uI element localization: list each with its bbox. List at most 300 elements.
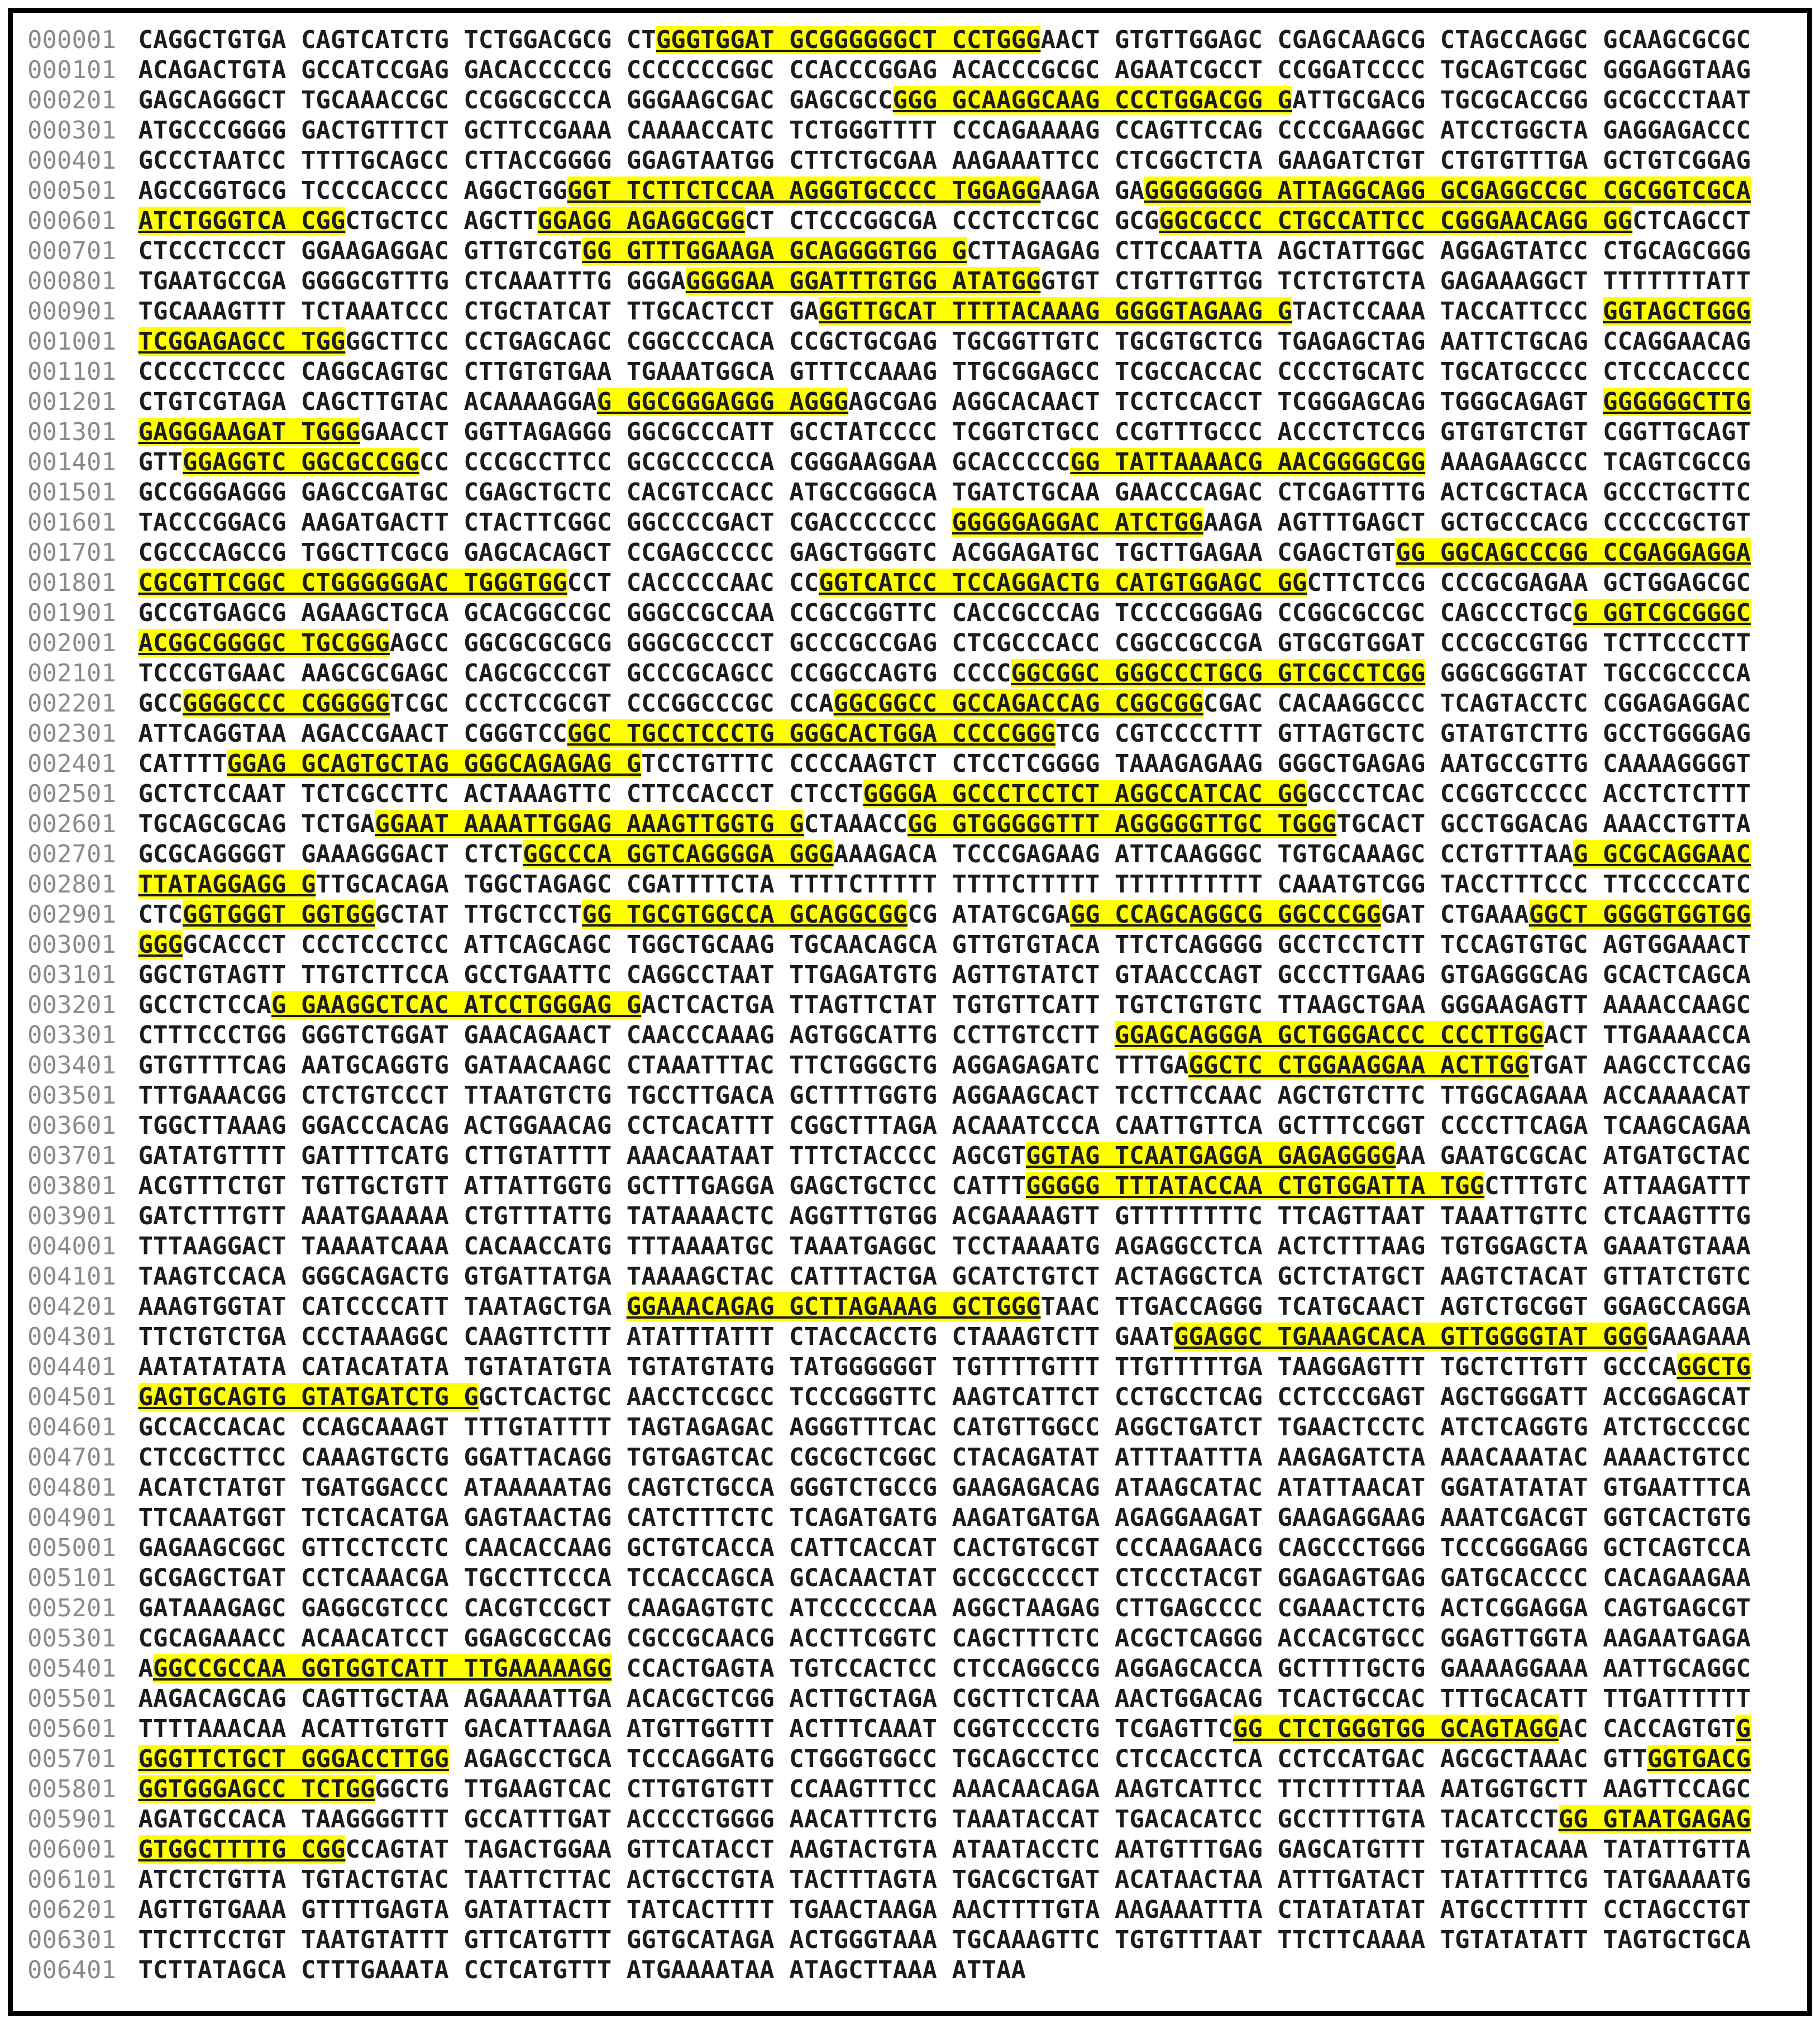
sequence-line — [27, 1352, 1793, 1382]
line-offset: 003001 — [27, 930, 116, 959]
line-offset: 005601 — [27, 1715, 116, 1743]
sequence-text — [138, 1142, 1751, 1170]
line-offset: 003601 — [27, 1111, 116, 1140]
sequence-line — [27, 266, 1793, 297]
sequence-segment: TGGCTTAAAG GGACCCACAG ACTGGAACAG CCTCACATTT CGGCTTTAGA ACAAATCCCA CAATTGTTCA GCTTTCCGGT CCCCTTCAGA TCAAGCAGAA — [138, 1111, 1751, 1140]
line-offset: 005201 — [27, 1594, 116, 1622]
sequence-line — [27, 1171, 1793, 1201]
line-offset: 006001 — [27, 1835, 116, 1864]
sequence-text — [138, 780, 1751, 808]
sequence-segment: GATCTTTGTT AAATGAAAAA CTGTTTATTG TATAAAACTC AGGTTTGTGG ACGAAAAGTT GTTTTTTTTC TTCAGTTAAT TAAATTGTTC CTCAAGTTTG — [138, 1202, 1751, 1230]
sequence-segment: A — [138, 1654, 154, 1683]
line-offset: 001701 — [27, 538, 116, 567]
sequence-segment: GCTCTCCAAT TCTCGCCTTC ACTAAAGTTC CTTCCACCCT CTCCT — [138, 780, 863, 808]
sequence-text — [138, 1383, 1751, 1411]
line-offset: 005701 — [27, 1745, 116, 1773]
sequence-text — [138, 1021, 1751, 1049]
sequence-line — [27, 1051, 1793, 1081]
sequence-segment: CTCCCTCCCT GGAAGAGGAC GTTGTCGT — [138, 237, 582, 265]
sequence-segment: AA GAATGCGCAC ATGATGCTAC — [1396, 1142, 1751, 1170]
sequence-segment: CTTAGAGAG CTTCCAATTA AGCTATTGGC AGGAGTATCC CTGCAGCGGG — [967, 237, 1751, 265]
sequence-text — [138, 1715, 1751, 1743]
sequence-segment: GCCGGGAGGG GAGCCGATGC CGAGCTGCTC CACGTCCACC ATGCCGGGCA TGATCTGCAA GAACCCAGAC CTCGAGTTTG ACTCGCTACA GCCCTGCTTC — [138, 478, 1751, 507]
sequence-segment: AGCGAG AGGCACAACT TCCTCCACCT TCGGGAGCAG TGGGCAGAGT — [848, 388, 1603, 416]
sequence-segment: GCTAT TTGCTCCT — [375, 900, 582, 929]
sequence-line — [27, 1714, 1793, 1744]
sequence-line — [27, 297, 1793, 327]
sequence-segment: TGCACT GCCTGGACAG AAACCTGTTA — [1336, 810, 1751, 838]
highlighted-segment: GGAAT AAAATTGGAG AAAGTTGGTG G — [375, 810, 804, 838]
sequence-line — [27, 1020, 1793, 1051]
sequence-text — [138, 1353, 1751, 1381]
highlighted-segment: GG GTAATGAGAG — [1558, 1805, 1751, 1834]
line-offset: 001601 — [27, 508, 116, 537]
sequence-line — [27, 1624, 1793, 1654]
sequence-line — [27, 779, 1793, 809]
sequence-segment: AAGA GA — [1040, 176, 1144, 205]
line-offset: 001401 — [27, 448, 116, 476]
sequence-text — [138, 629, 1751, 657]
sequence-line — [27, 146, 1793, 176]
line-offset: 000001 — [27, 26, 116, 54]
sequence-segment: GAAGAAA — [1647, 1323, 1751, 1351]
sequence-line — [27, 930, 1793, 960]
highlighted-segment: GG GTGGGGGTTT AGGGGGTTGC TGGG — [907, 810, 1337, 838]
sequence-segment: TGCAGCGCAG TCTGA — [138, 810, 375, 838]
sequence-text — [138, 478, 1751, 507]
highlighted-segment: GGGGA GCCCTCCTCT AGGCCATCAC GG — [863, 780, 1307, 808]
sequence-segment: TTTAAGGACT TAAAATCAAA CACAACCATG TTTAAAATGC TAAATGAGGC TCCTAAAATG AGAGGCCTCA ACTCTTTAAG TGTGGAGCTA GAAATGTAAA — [138, 1232, 1751, 1261]
line-offset: 005401 — [27, 1654, 116, 1683]
sequence-line — [27, 1141, 1793, 1171]
highlighted-segment: GGCGCCC CTGCCATTCC CGGGAACAGG GG — [1159, 207, 1633, 235]
sequence-segment: TCCTGTTTC CCCCAAGTCT CTCCTCGGGG TAAAGAGAAG GGGCTGAGAG AATGCCGTTG CAAAAGGGGT — [641, 750, 1751, 778]
line-offset: 004901 — [27, 1503, 116, 1532]
sequence-segment: AGTTGTGAAA GTTTTGAGTA GATATTACTT TATCACTTTT TGAACTAAGA AACTTTTGTA AAGAAATTTA CTATATATAT ATGCCTTTTT CCTAGCCTGT — [138, 1896, 1751, 1924]
sequence-line — [27, 447, 1793, 478]
sequence-segment: AC CACCAGTGT — [1558, 1715, 1736, 1743]
sequence-segment: TCG CGTCCCCTTT GTTAGTGCTC GTATGTCTTG GCCTGGGGAG — [1055, 719, 1751, 748]
sequence-segment: ACATCTATGT TGATGGACCC ATAAAAATAG CAGTCTGCCA GGGTCTGCCG GAAGAGACAG ATAAGCATAC ATATTAACAT GGATATATAT GTGAATTTCA — [138, 1473, 1751, 1502]
sequence-segment: AAAGACA TCCCGAGAAG ATTCAAGGGC TGTGCAAAGC CCTGTTTAA — [833, 840, 1574, 868]
sequence-segment: ACGTTTCTGT TGTTGCTGTT ATTATTGGTG GCTTTGAGGA GAGCTGCTCC CATTT — [138, 1172, 1026, 1200]
sequence-text — [138, 1684, 1751, 1713]
highlighted-segment: GGGGGGCTTG — [1603, 388, 1751, 416]
sequence-line — [27, 1412, 1793, 1443]
line-offset: 006101 — [27, 1865, 116, 1894]
sequence-line — [27, 749, 1793, 779]
sequence-text — [138, 1654, 1751, 1683]
sequence-text — [138, 689, 1751, 718]
highlighted-segment: GGCT GGGGTGGTGG — [1528, 900, 1751, 929]
sequence-line — [27, 1805, 1793, 1835]
sequence-segment: AGATGCCACA TAAGGGGTTT GCCATTTGAT ACCCCTGGGG AACATTTCTG TAAATACCAT TGACACATCC GCCTTTTGTA TACATCCT — [138, 1805, 1559, 1834]
sequence-line — [27, 1744, 1793, 1774]
sequence-text — [138, 1081, 1751, 1110]
highlighted-segment: GG GTTTGGAAGA GCAGGGGTGG G — [582, 237, 967, 265]
sequence-segment: GCTCACTGC AACCTCCGCC TCCCGGGTTC AAGTCATTCT CCTGCCTCAG CCTCCCGAGT AGCTGGGATT ACCGGAGCAT — [478, 1383, 1751, 1411]
sequence-segment: AGCC GGCGCGCGCG GGGCGCCCCT GCCCGCCGAG CTCGCCCACC CGGCCGCCGA GTGCGTGGAT CCCGCCGTGG TCTTCCCCTT — [389, 629, 1751, 657]
sequence-line — [27, 1473, 1793, 1503]
sequence-segment: CTTCTCCG CCCGCGAGAA GCTGGAGCGC — [1307, 569, 1751, 597]
sequence-line — [27, 25, 1793, 55]
sequence-segment: TAAC TTGACCAGGG TCATGCAACT AGTCTGCGGT GGAGCCAGGA — [1040, 1292, 1751, 1321]
highlighted-segment: GGGGG TTTATACCAA CTGTGGATTA TGG — [1025, 1172, 1485, 1200]
sequence-line — [27, 1322, 1793, 1352]
sequence-segment: CC CCCGCCTTCC GCGCCCCCCA CGGGAAGGAA GCACCCCC — [419, 448, 1071, 476]
sequence-text — [138, 267, 1751, 295]
sequence-line — [27, 327, 1793, 357]
sequence-text — [138, 26, 1751, 54]
sequence-text — [138, 176, 1751, 205]
line-offset: 004701 — [27, 1443, 116, 1472]
sequence-segment: CTGCTCC AGCTT — [345, 207, 538, 235]
line-offset: 005001 — [27, 1534, 116, 1562]
highlighted-segment: GGCCGCCAA GGTGGTCATT TTGAAAAAGG — [153, 1654, 612, 1683]
sequence-line — [27, 990, 1793, 1020]
sequence-segment: CTCAGCCT — [1632, 207, 1751, 235]
sequence-segment: ACTCACTGA TTAGTTCTAT TGTGTTCATT TGTCTGTGTC TTAAGCTGAA GGGAAGAGTT AAAACCAAGC — [641, 991, 1751, 1019]
line-offset: 001001 — [27, 327, 116, 356]
sequence-segment: TACCCGGACG AAGATGACTT CTACTTCGGC GGCCCCGACT CGACCCCCCC — [138, 508, 952, 537]
line-offset: 002201 — [27, 689, 116, 718]
sequence-text — [138, 1262, 1751, 1291]
highlighted-segment: GTGGCTTTTG CGG — [138, 1835, 346, 1864]
sequence-text — [138, 659, 1751, 688]
sequence-segment: GGCTG TTGAAGTCAC CTTGTGTGTT CCAAGTTTCC AAACAACAGA AAGTCATTCC TTCTTTTTAA AATGGTGCTT AAGTTCCAGC — [375, 1775, 1751, 1803]
sequence-text — [138, 810, 1751, 838]
highlighted-segment: G GGTCGCGGGC — [1573, 599, 1751, 627]
highlighted-segment: GG TGCGTGGCCA GCAGGCGG — [582, 900, 908, 929]
sequence-text — [138, 297, 1751, 326]
sequence-segment: TTTTAAACAA ACATTGTGTT GACATTAAGA ATGTTGGTTT ACTTTCAAAT CGGTCCCCTG TCGAGTTC — [138, 1715, 1233, 1743]
sequence-line — [27, 1895, 1793, 1925]
sequence-line — [27, 719, 1793, 749]
highlighted-segment: GGGTTCTGCT GGGACCTTGG — [138, 1745, 449, 1773]
line-offset: 004401 — [27, 1353, 116, 1381]
sequence-text — [138, 719, 1751, 748]
highlighted-segment: GGTAG TCAATGAGGA GAGAGGGG — [1025, 1142, 1396, 1170]
sequence-line — [27, 116, 1793, 146]
line-offset: 004601 — [27, 1413, 116, 1441]
sequence-text — [138, 237, 1751, 265]
sequence-line — [27, 1533, 1793, 1563]
line-offset: 001101 — [27, 357, 116, 386]
highlighted-segment: GGGGGAGGAC ATCTGG — [952, 508, 1203, 537]
sequence-text — [138, 1473, 1751, 1502]
line-offset: 002401 — [27, 750, 116, 778]
sequence-line — [27, 598, 1793, 628]
sequence-segment: GTGT CTGTTGTTGG TCTCTGTCTA GAGAAAGGCT TTTTTTTATT — [1040, 267, 1751, 295]
sequence-text — [138, 1172, 1751, 1200]
sequence-text — [138, 418, 1751, 446]
sequence-line — [27, 55, 1793, 85]
sequence-segment: TTTGAAACGG CTCTGTCCCT TTAATGTCTG TGCCTTGACA GCTTTTGGTG AGGAAGCACT TCCTTCCAAC AGCTGTCTTC TTGGCAGAAA ACCAAAACAT — [138, 1081, 1751, 1110]
sequence-text — [138, 1202, 1751, 1230]
highlighted-segment: G GGCGGGAGGG AGGG — [596, 388, 849, 416]
sequence-segment: TGAATGCCGA GGGGCGTTTG CTCAAATTTG GGGA — [138, 267, 686, 295]
sequence-line — [27, 236, 1793, 266]
sequence-segment: CTGTCGTAGA CAGCTTGTAC ACAAAAGGA — [138, 388, 597, 416]
sequence-line — [27, 85, 1793, 116]
sequence-text — [138, 1926, 1751, 1954]
sequence-line — [27, 1382, 1793, 1412]
highlighted-segment: GGG — [138, 930, 183, 959]
highlighted-segment: GG TATTAAAACG AACGGGGCGG — [1070, 448, 1426, 476]
sequence-segment: CGCCCAGCCG TGGCTTCGCG GAGCACAGCT CCGAGCCCCC GAGCTGGGTC ACGGAGATGC TGCTTGAGAA CGAGCTGT — [138, 538, 1396, 567]
sequence-segment: TTGCACAGA TGGCTAGAGC CGATTTTCTA TTTTCTTTTT TTTTCTTTTT TTTTTTTTTT CAAATGTCGG TACCTTTCCC TTCCCCCATC — [316, 870, 1751, 899]
line-offset: 006301 — [27, 1926, 116, 1954]
line-offset: 003101 — [27, 961, 116, 989]
sequence-line — [27, 960, 1793, 990]
sequence-line — [27, 206, 1793, 236]
highlighted-segment: G GCGCAGGAAC — [1573, 840, 1751, 868]
highlighted-segment: G — [1736, 1715, 1751, 1743]
sequence-text — [138, 357, 1751, 386]
line-offset: 005301 — [27, 1624, 116, 1653]
sequence-segment: TCTTATAGCA CTTTGAAATA CCTCATGTTT ATGAAAATAA ATAGCTTAAA ATTAA — [138, 1956, 1026, 1984]
highlighted-segment: ATCTGGGTCA CGG — [138, 207, 346, 235]
sequence-text — [138, 1775, 1751, 1803]
sequence-line — [27, 900, 1793, 930]
sequence-segment: ATCTCTGTTA TGTACTGTAC TAATTCTTAC ACTGCCTGTA TACTTTAGTA TGACGCTGAT ACATAACTAA ATTTGATACT TATATTTTCG TATGAAAATG — [138, 1865, 1751, 1894]
sequence-text — [138, 1503, 1751, 1532]
sequence-text — [138, 508, 1751, 537]
line-offset: 004101 — [27, 1262, 116, 1291]
highlighted-segment: GGCCCA GGTCAGGGGA GGG — [523, 840, 834, 868]
sequence-line — [27, 417, 1793, 447]
sequence-text — [138, 1865, 1751, 1894]
sequence-text — [138, 1323, 1751, 1351]
highlighted-segment: GGTAGCTGGG — [1603, 297, 1751, 326]
line-offset: 001901 — [27, 599, 116, 627]
sequence-segment: GCCACCACAC CCAGCAAAGT TTTGTATTTT TAGTAGAGAC AGGGTTTCAC CATGTTGGCC AGGCTGATCT TGAACTCCTC ATCTCAGGTG ATCTGCCCGC — [138, 1413, 1751, 1441]
line-offset: 002601 — [27, 810, 116, 838]
sequence-segment: ATGCCCGGGG GACTGTTTCT GCTTCCGAAA CAAAACCATC TCTGGGTTTT CCCAGAAAAG CCAGTTCCAG CCCCGAAGGC ATCCTGGCTA GAGGAGACCC — [138, 116, 1751, 145]
sequence-segment: GATAAAGAGC GAGGCGTCCC CACGTCCGCT CAAGAGTGTC ATCCCCCCAA AGGCTAAGAG CTTGAGCCCC CGAAACTCTG ACTCGGAGGA CAGTGAGCGT — [138, 1594, 1751, 1622]
line-offset: 000201 — [27, 86, 116, 114]
highlighted-segment: GGC TGCCTCCCTG GGGCACTGGA CCCCGGG — [567, 719, 1055, 748]
sequence-segment: CG ATATGCGA — [907, 900, 1071, 929]
sequence-text — [138, 840, 1751, 868]
line-offset: 004001 — [27, 1232, 116, 1261]
sequence-segment: GCC — [138, 689, 183, 718]
sequence-line — [27, 1774, 1793, 1805]
sequence-text — [138, 1896, 1751, 1924]
line-offset: 001201 — [27, 388, 116, 416]
sequence-segment: GTT — [138, 448, 183, 476]
sequence-line — [27, 538, 1793, 568]
sequence-segment: CAGGCTGTGA CAGTCATCTG TCTGGACGCG CT — [138, 26, 656, 54]
sequence-line — [27, 1443, 1793, 1473]
line-offset: 003301 — [27, 1021, 116, 1049]
sequence-segment: CT CTCCCGGCGA CCCTCCTCGC GCG — [744, 207, 1159, 235]
highlighted-segment: GGTGGGT GGTGG — [183, 900, 375, 929]
sequence-segment: CCT CACCCCCAAC CC — [567, 569, 819, 597]
line-offset: 002901 — [27, 900, 116, 929]
sequence-segment: GCGCAGGGGT GAAAGGGACT CTCT — [138, 840, 523, 868]
sequence-segment: GAT CTGAAA — [1380, 900, 1529, 929]
sequence-segment: GAACCT GGTTAGAGGG GGCGCCCATT GCCTATCCCC TCGGTCTGCC CCGTTTGCCC ACCCTCTCCG GTGTGTCTGT CGGTTGCAGT — [360, 418, 1751, 446]
sequence-line — [27, 658, 1793, 689]
highlighted-segment: GGGGCCC CGGGGG — [183, 689, 390, 718]
sequence-text — [138, 86, 1751, 114]
sequence-segment: TTCAAATGGT TCTCACATGA GAGTAACTAG CATCTTTCTC TCAGATGATG AAGATGATGA AGAGGAAGAT GAAGAGGAAG AAATCGACGT GGTCACTGTG — [138, 1503, 1751, 1532]
sequence-segment: ATTCAGGTAA AGACCGAACT CGGGTCC — [138, 719, 567, 748]
line-offset: 005801 — [27, 1775, 116, 1803]
line-offset: 005501 — [27, 1684, 116, 1713]
sequence-text — [138, 1443, 1751, 1472]
sequence-segment: CTC — [138, 900, 183, 929]
sequence-line — [27, 1201, 1793, 1231]
sequence-text — [138, 1292, 1751, 1321]
line-offset: 006201 — [27, 1896, 116, 1924]
sequence-text — [138, 1534, 1751, 1562]
sequence-segment: GCCTCTCCA — [138, 991, 271, 1019]
sequence-line — [27, 809, 1793, 839]
sequence-segment: GAGAAGCGGC GTTCCTCCTC CAACACCAAG GCTGTCACCA CATTCACCAT CACTGTGCGT CCCAAGAACG CAGCCCTGGG TCCCGGGAGG GCTCAGTCCA — [138, 1534, 1751, 1562]
sequence-segment: GCCGTGAGCG AGAAGCTGCA GCACGGCCGC GGGCCGCCAA CCGCCGGTTC CACCGCCCAG TCCCCGGGAG CCGGCGCCGC CAGCCCTGC — [138, 599, 1574, 627]
sequence-text — [138, 538, 1751, 567]
line-offset: 002701 — [27, 840, 116, 868]
line-offset: 000101 — [27, 56, 116, 84]
highlighted-segment: GGGGGGGG ATTAGGCAGG GCGAGGCCGC CGCGGTCGCA — [1144, 176, 1751, 205]
line-offset: 005901 — [27, 1805, 116, 1834]
sequence-segment: CTTTCCCTGG GGGTCTGGAT GAACAGAACT CAACCCAAAG AGTGGCATTG CCTTGTCCTT — [138, 1021, 1115, 1049]
sequence-segment: TTCTGTCTGA CCCTAAAGGC CAAGTTCTTT ATATTTATTT CTACCACCTG CTAAAGTCTT GAAT — [138, 1323, 1174, 1351]
line-offset: 000401 — [27, 146, 116, 175]
line-offset: 003401 — [27, 1051, 116, 1080]
sequence-segment: GCCCTAATCC TTTTGCAGCC CTTACCGGGG GGAGTAATGG CTTCTGCGAA AAGAAATTCC CTCGGCTCTA GAAGATCTGT CTGTGTTTGA GCTGTCGGAG — [138, 146, 1751, 175]
sequence-frame — [8, 8, 1812, 2016]
highlighted-segment: GGAG GCAGTGCTAG GGGCAGAGAG G — [227, 750, 642, 778]
sequence-text — [138, 1805, 1751, 1834]
sequence-segment: GCGAGCTGAT CCTCAAACGA TGCCTTCCCA TCCACCAGCA GCACAACTAT GCCGCCCCCT CTCCCTACGT GGAGAGTGAG GATGCACCCC CACAGAAGAA — [138, 1564, 1751, 1592]
sequence-text — [138, 930, 1751, 959]
sequence-listing — [27, 25, 1793, 1985]
sequence-line — [27, 1925, 1793, 1955]
sequence-text — [138, 599, 1751, 627]
sequence-segment: CTTTGTC ATTAAGATTT — [1484, 1172, 1751, 1200]
line-offset: 005101 — [27, 1564, 116, 1592]
highlighted-segment: GAGGGAAGAT TGGG — [138, 418, 360, 446]
highlighted-segment: GGG GCAAGGCAAG CCCTGGACGG G — [892, 86, 1292, 114]
line-offset: 003501 — [27, 1081, 116, 1110]
sequence-segment: ACAGACTGTA GCCATCCGAG GACACCCCCG CCCCCCCGGC CCACCCGGAG ACACCCGCGC AGAATCGCCT CCGGATCCCC TGCAGTCGGC GGGAGGTAAG — [138, 56, 1751, 84]
sequence-line — [27, 689, 1793, 719]
sequence-segment: AGAGCCTGCA TCCCAGGATG CTGGGTGGCC TGCAGCCTCC CTCCACCTCA CCTCCATGAC AGCGCTAAAC GTT — [448, 1745, 1647, 1773]
sequence-text — [138, 1956, 1026, 1984]
sequence-segment: GATATGTTTT GATTTTCATG CTTGTATTTT AAACAATAAT TTTCTACCCC AGCGT — [138, 1142, 1026, 1170]
highlighted-segment: TTATAGGAGG G — [138, 870, 316, 899]
sequence-segment: ATTGCGACG TGCGCACCGG GCGCCCTAAT — [1292, 86, 1751, 114]
line-offset: 004501 — [27, 1383, 116, 1411]
line-offset: 003801 — [27, 1172, 116, 1200]
sequence-text — [138, 1594, 1751, 1622]
highlighted-segment: GGTGACG — [1647, 1745, 1751, 1773]
sequence-segment: TCCCGTGAAC AAGCGCGAGC CAGCGCCCGT GCCCGCAGCC CCGGCCAGTG CCCC — [138, 659, 1011, 688]
sequence-text — [138, 870, 1751, 899]
sequence-line — [27, 1563, 1793, 1593]
highlighted-segment: GGCGGC GGGCCCTGCG GTCGCCTCGG — [1011, 659, 1426, 688]
sequence-text — [138, 991, 1751, 1019]
sequence-text — [138, 1835, 1751, 1864]
line-offset: 000601 — [27, 207, 116, 235]
sequence-segment: TGCAAAGTTT TCTAAATCCC CTGCTATCAT TTGCACTCCT GA — [138, 297, 819, 326]
line-offset: 001801 — [27, 569, 116, 597]
sequence-text — [138, 1051, 1751, 1080]
highlighted-segment: TCGGAGAGCC TGG — [138, 327, 346, 356]
line-offset: 003901 — [27, 1202, 116, 1230]
sequence-line — [27, 1111, 1793, 1141]
sequence-line — [27, 628, 1793, 658]
highlighted-segment: GGCTG — [1676, 1353, 1751, 1381]
sequence-text — [138, 116, 1751, 145]
line-offset: 002301 — [27, 719, 116, 748]
line-offset: 004801 — [27, 1473, 116, 1502]
sequence-text — [138, 1413, 1751, 1441]
line-offset: 000901 — [27, 297, 116, 326]
sequence-line — [27, 870, 1793, 900]
sequence-text — [138, 388, 1751, 416]
sequence-segment: AGCCGGTGCG TCCCCACCCC AGGCTGG — [138, 176, 567, 205]
highlighted-segment: GG CCAGCAGGCG GGCCCGG — [1070, 900, 1381, 929]
highlighted-segment: GG GGCAGCCCGG CCGAGGAGGA — [1396, 538, 1751, 567]
sequence-line — [27, 176, 1793, 206]
highlighted-segment: GG CTCTGGGTGG GCAGTAGG — [1233, 1715, 1559, 1743]
sequence-text — [138, 1111, 1751, 1140]
sequence-segment: TACTCCAAA TACCATTCCC — [1292, 297, 1603, 326]
line-offset: 002501 — [27, 780, 116, 808]
sequence-text — [138, 900, 1751, 929]
sequence-segment: AATATATATA CATACATATA TGTATATGTA TGTATGTATG TATGGGGGGT TGTTTTGTTT TTGTTTTTGA TAAGGAGTTT TGCTCTTGTT GCCCA — [138, 1353, 1677, 1381]
highlighted-segment: GGGGAA GGATTTGTGG ATATGG — [685, 267, 1041, 295]
sequence-line — [27, 1231, 1793, 1262]
sequence-segment: CGAC CACAAGGCCC TCAGTACCTC CGGAGAGGAC — [1203, 689, 1751, 718]
sequence-text — [138, 448, 1751, 476]
highlighted-segment: GAGTGCAGTG GTATGATCTG G — [138, 1383, 479, 1411]
highlighted-segment: G GAAGGCTCAC ATCCTGGGAG G — [271, 991, 642, 1019]
sequence-text — [138, 327, 1751, 356]
sequence-line — [27, 1503, 1793, 1533]
sequence-segment: GCACCCT CCCTCCCTCC ATTCAGCAGC TGGCTGCAAG TGCAACAGCA GTTGTGTACA TTCTCAGGGG GCCTCCTCTT TCCAGTGTGC AGTGGAAACT — [183, 930, 1751, 959]
sequence-segment: TAAGTCCACA GGGCAGACTG GTGATTATGA TAAAAGCTAC CATTTACTGA GCATCTGTCT ACTAGGCTCA GCTCTATGCT AAGTCTACAT GTTATCTGTC — [138, 1262, 1751, 1291]
sequence-line — [27, 568, 1793, 598]
sequence-text — [138, 961, 1751, 989]
highlighted-segment: GGCTC CTGGAAGGAA ACTTGG — [1188, 1051, 1529, 1080]
sequence-segment: AAAGAAGCCC TCAGTCGCCG — [1425, 448, 1751, 476]
sequence-text — [138, 1232, 1751, 1261]
sequence-text — [138, 56, 1751, 84]
sequence-segment: CGCAGAAACC ACAACATCCT GGAGCGCCAG CGCCGCAACG ACCTTCGGTC CAGCTTTCTC ACGCTCAGGG ACCACGTGCC GGAGTTGGTA AAGAATGAGA — [138, 1624, 1751, 1653]
highlighted-segment: GGAAACAGAG GCTTAGAAAG GCTGGG — [626, 1292, 1041, 1321]
sequence-segment: CCACTGAGTA TGTCCACTCC CTCCAGGCCG AGGAGCACCA GCTTTTGCTG GAAAAGGAAA AATTGCAGGC — [612, 1654, 1751, 1683]
line-offset: 000301 — [27, 116, 116, 145]
highlighted-segment: GGAGGTC GGCGCCGG — [183, 448, 419, 476]
sequence-segment: GGCTTCC CCTGAGCAGC CGGCCCCACA CCGCTGCGAG TGCGGTTGTC TGCGTGCTCG TGAGAGCTAG AATTCTGCAG CCAGGAACAG — [345, 327, 1751, 356]
highlighted-segment: GGAGG AGAGGCGG — [537, 207, 745, 235]
sequence-segment: CATTTT — [138, 750, 227, 778]
sequence-line — [27, 1835, 1793, 1865]
sequence-segment: CCAGTAT TAGACTGGAA GTTCATACCT AAGTACTGTA ATAATACCTC AATGTTTGAG GAGCATGTTT TGTATACAAA TATATTGTTA — [345, 1835, 1751, 1864]
sequence-segment: TCGC CCCTCCGCGT CCCGGCCCGC CCA — [389, 689, 834, 718]
line-offset: 006401 — [27, 1956, 116, 1984]
sequence-line — [27, 1292, 1793, 1322]
line-offset: 000801 — [27, 267, 116, 295]
sequence-line — [27, 1593, 1793, 1624]
sequence-segment: GGCTGTAGTT TTGTCTTCCA GCCTGAATTC CAGGCCTAAT TTGAGATGTG AGTTGTATCT GTAACCCAGT GCCCTTGAAG GTGAGGGCAG GCACTCAGCA — [138, 961, 1751, 989]
sequence-segment: GCCCTCAC CCGGTCCCCC ACCTCTCTTT — [1307, 780, 1751, 808]
